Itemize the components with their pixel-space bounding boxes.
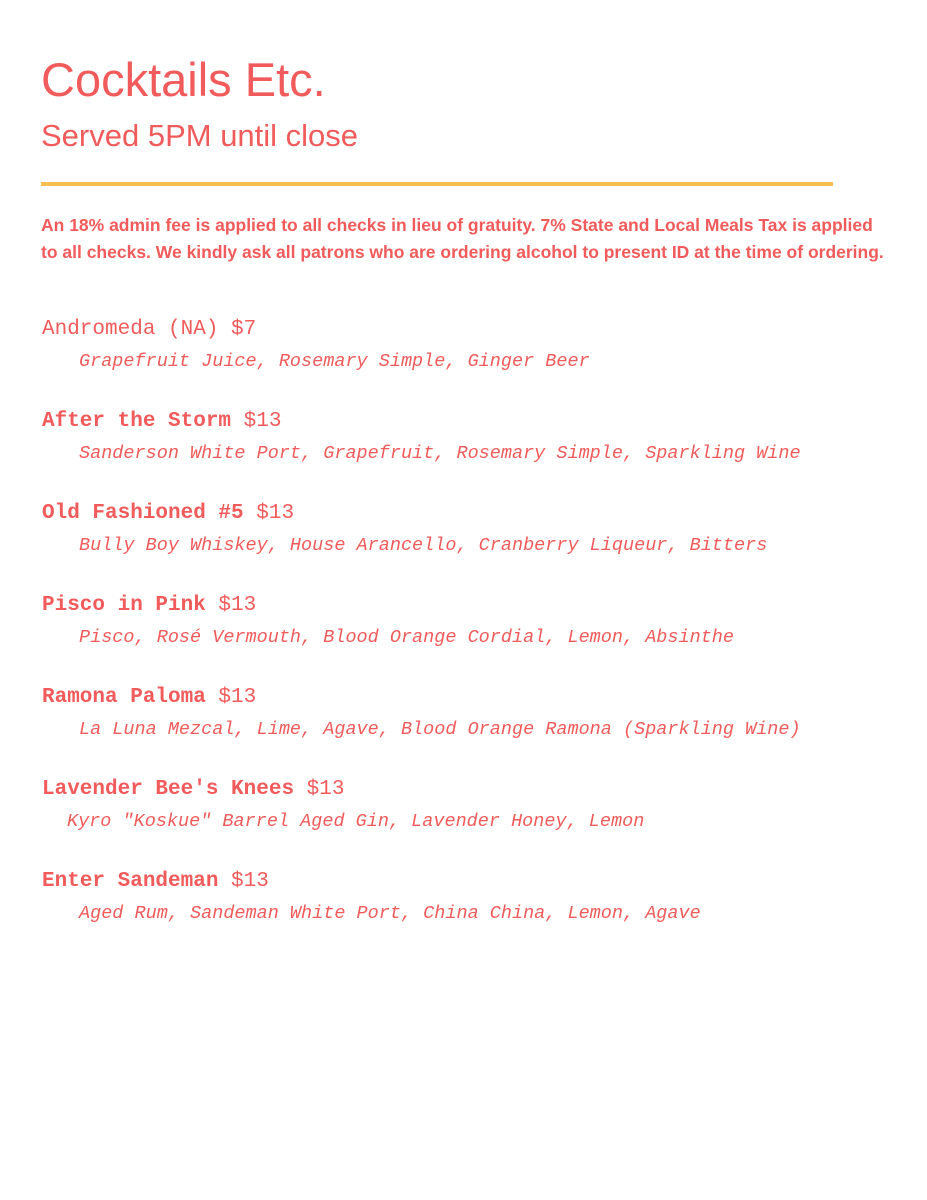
menu-item-heading [42, 406, 281, 438]
divider [41, 182, 833, 186]
menu-item-heading [42, 866, 269, 898]
menu-item-after-the-storm [0, 406, 927, 498]
menu-item-enter-sandeman [0, 866, 927, 958]
menu-item-heading [42, 682, 256, 714]
menu-item-pisco-in-pink [0, 590, 927, 682]
menu-item-heading [42, 498, 294, 530]
menu-item-price: $13 [231, 410, 282, 433]
menu-item-heading [42, 774, 344, 806]
menu-item-description: Bully Boy Whiskey, House Arancello, Cranberry Liqueur, Bitters [79, 535, 768, 556]
menu-item-old-fashioned [0, 498, 927, 590]
menu-item-heading [42, 314, 256, 346]
menu-item-description: Aged Rum, Sandeman White Port, China China, Lemon, Agave [79, 903, 701, 924]
menu-item-price: $13 [218, 870, 269, 893]
menu-item-description: La Luna Mezcal, Lime, Agave, Blood Orange Ramona (Sparkling Wine) [79, 719, 801, 740]
menu-item-description: Sanderson White Port, Grapefruit, Rosemary Simple, Sparkling Wine [79, 443, 801, 464]
menu-item-andromeda [0, 314, 927, 406]
menu-item-heading [42, 590, 256, 622]
menu-item-name: After the Storm [42, 410, 232, 433]
menu-item-price: $13 [205, 594, 257, 617]
menu-item-price: $13 [205, 686, 257, 709]
page-subtitle: Served 5PM until close [41, 118, 359, 153]
menu-item-price: $13 [243, 502, 295, 525]
menu-item-name: Lavender Bee's Knees [42, 778, 295, 801]
menu-item-name: Old Fashioned #5 [42, 502, 244, 525]
menu-item-description: Grapefruit Juice, Rosemary Simple, Ginger Beer [79, 351, 590, 372]
page-title: Cocktails Etc. [41, 53, 326, 106]
menu-item-description: Kyro "Koskue" Barrel Aged Gin, Lavender Honey, Lemon [67, 811, 645, 832]
cocktail-menu [0, 314, 927, 958]
menu-item-name: Andromeda [42, 318, 156, 341]
menu-item-name: Enter Sandeman [42, 870, 219, 893]
fee-notice: An 18% admin fee is applied to all checks in lieu of gratuity. 7% State and Local Meals Tax is applied to all checks. We kindly ask all patrons who are ordering alcohol to present ID at the time of ordering. [41, 215, 884, 262]
menu-item-lavender-bees-knees [0, 774, 927, 866]
menu-item-name: Pisco in Pink [42, 594, 206, 617]
menu-item-price: (NA) $7 [155, 318, 257, 341]
menu-item-description: Pisco, Rosé Vermouth, Blood Orange Cordial, Lemon, Absinthe [79, 627, 735, 648]
menu-item-price: $13 [294, 778, 345, 801]
menu-item-ramona-paloma [0, 682, 927, 774]
menu-item-name: Ramona Paloma [42, 686, 206, 709]
